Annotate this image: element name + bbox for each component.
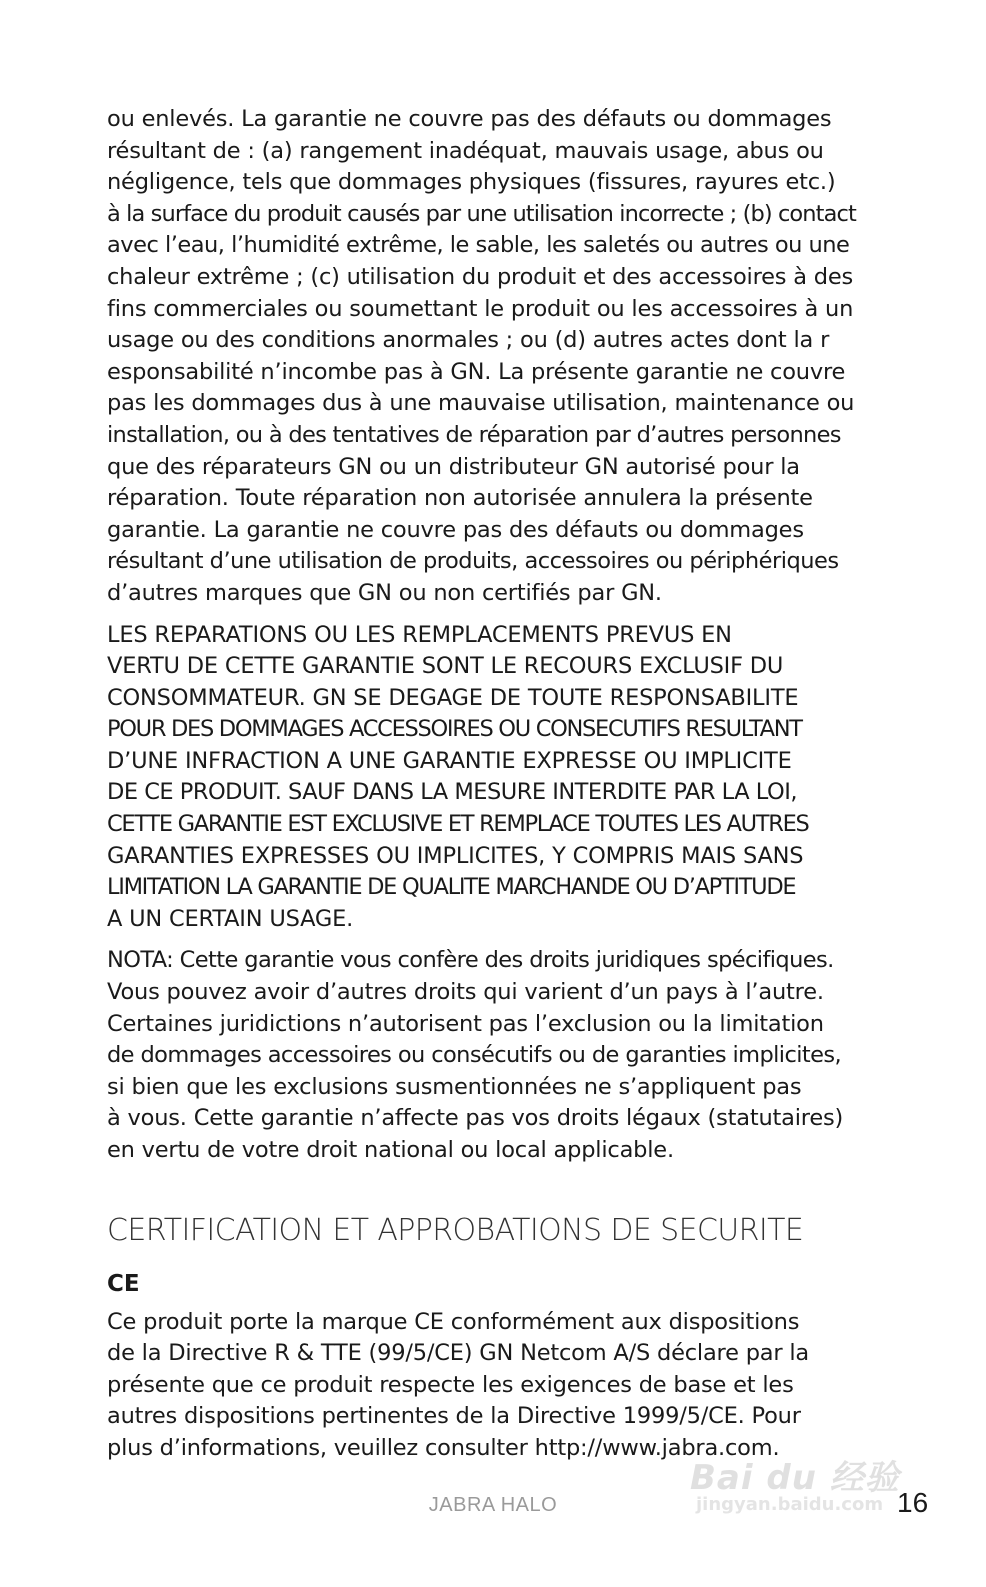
- subheading-ce: CE: [107, 1270, 140, 1297]
- text-line: NOTA: Cette garantie vous confère des droits juridiques spécifiques.: [107, 947, 834, 974]
- text-line: Ce produit porte la marque CE conformément aux dispositions: [107, 1308, 800, 1335]
- text-line: garantie. La garantie ne couvre pas des défauts ou dommages: [107, 516, 804, 543]
- text-line: Certaines juridictions n’autorisent pas l’exclusion ou la limitation: [107, 1010, 824, 1037]
- text-line: réparation. Toute réparation non autorisée annulera la présente: [107, 485, 813, 512]
- text-line: VERTU DE CETTE GARANTIE SONT LE RECOURS EXCLUSIF DU: [107, 653, 784, 680]
- text-line: de la Directive R & TTE (99/5/CE) GN Netcom A/S déclare par la: [107, 1340, 810, 1367]
- watermark-url-text: jingyan.baidu.com: [696, 1494, 884, 1515]
- watermark-logo-text: Bai du 经验: [690, 1458, 900, 1498]
- text-line: négligence, tels que dommages physiques (fissures, rayures etc.): [107, 169, 836, 196]
- warranty-paragraph-remedies: [107, 620, 879, 936]
- text-line: GARANTIES EXPRESSES OU IMPLICITES, Y COMPRIS MAIS SANS: [107, 842, 804, 869]
- text-line: fins commerciales ou soumettant le produit ou les accessoires à un: [107, 295, 854, 322]
- text-line: à la surface du produit causés par une utilisation incorrecte ; (b) contact: [107, 200, 856, 227]
- text-line: installation, ou à des tentatives de réparation par d’autres personnes: [107, 421, 841, 448]
- text-line: si bien que les exclusions susmentionnées ne s’appliquent pas: [107, 1073, 802, 1100]
- text-line: plus d’informations, veuillez consulter http://www.jabra.com.: [107, 1434, 780, 1461]
- text-line: pas les dommages dus à une mauvaise utilisation, maintenance ou: [107, 390, 855, 417]
- ce-paragraph: [107, 1307, 879, 1465]
- text-line: à vous. Cette garantie n’affecte pas vos droits légaux (statutaires): [107, 1105, 844, 1132]
- footer-product-name: JABRA HALO: [428, 1494, 558, 1516]
- page-number: 16: [897, 1487, 929, 1518]
- text-line: résultant d’une utilisation de produits, accessoires ou périphériques: [107, 548, 839, 575]
- section-title-certification: CERTIFICATION ET APPROBATIONS DE SECURITE: [107, 1212, 804, 1248]
- paragraph-spacer: [107, 935, 879, 945]
- text-line: LES REPARATIONS OU LES REMPLACEMENTS PREVUS EN: [107, 621, 732, 648]
- text-line: d’autres marques que GN ou non certifiés par GN.: [107, 579, 662, 606]
- text-line: résultant de : (a) rangement inadéquat, mauvais usage, abus ou: [107, 137, 824, 164]
- text-line: LIMITATION LA GARANTIE DE QUALITE MARCHANDE OU D’APTITUDE: [107, 874, 796, 901]
- text-line: chaleur extrême ; (c) utilisation du produit et des accessoires à des: [107, 263, 854, 290]
- text-line: en vertu de votre droit national ou local applicable.: [107, 1137, 674, 1163]
- text-line: Vous pouvez avoir d’autres droits qui varient d’un pays à l’autre.: [107, 979, 824, 1006]
- text-line: que des réparateurs GN ou un distributeur GN autorisé pour la: [107, 453, 800, 480]
- text-line: autres dispositions pertinentes de la Directive 1999/5/CE. Pour: [107, 1403, 801, 1430]
- text-line: ou enlevés. La garantie ne couvre pas des défauts ou dommages: [107, 106, 832, 132]
- text-line: DE CE PRODUIT. SAUF DANS LA MESURE INTERDITE PAR LA LOI,: [107, 779, 797, 806]
- text-line: usage ou des conditions anormales ; ou (d) autres actes dont la r: [107, 327, 830, 354]
- document-page: [107, 104, 879, 1465]
- text-line: CETTE GARANTIE EST EXCLUSIVE ET REMPLACE TOUTES LES AUTRES: [107, 811, 809, 838]
- warranty-paragraph-nota: [107, 945, 879, 1166]
- text-line: présente que ce produit respecte les exigences de base et les: [107, 1371, 794, 1398]
- text-line: de dommages accessoires ou consécutifs ou de garanties implicites,: [107, 1042, 842, 1069]
- text-line: POUR DES DOMMAGES ACCESSOIRES OU CONSECUTIFS RESULTANT: [107, 716, 802, 743]
- warranty-paragraph-exclusions: [107, 104, 879, 610]
- paragraph-spacer: [107, 610, 879, 620]
- text-line: A UN CERTAIN USAGE.: [107, 905, 354, 932]
- text-line: avec l’eau, l’humidité extrême, le sable, les saletés ou autres ou une: [107, 232, 850, 259]
- text-line: D’UNE INFRACTION A UNE GARANTIE EXPRESSE OU IMPLICITE: [107, 747, 792, 774]
- text-line: esponsabilité n’incombe pas à GN. La présente garantie ne couvre: [107, 358, 846, 385]
- text-line: CONSOMMATEUR. GN SE DEGAGE DE TOUTE RESPONSABILITE: [107, 684, 799, 711]
